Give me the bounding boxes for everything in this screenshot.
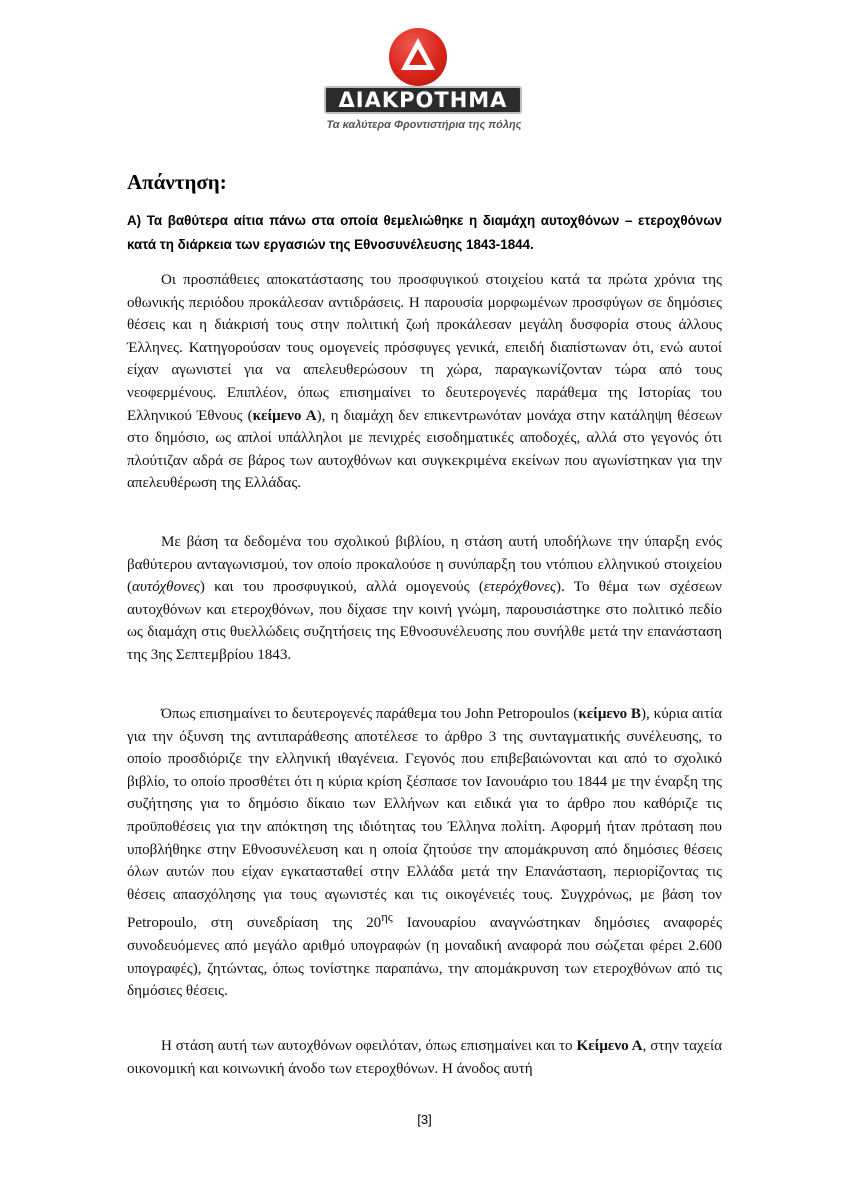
logo-wordmark: ΔΙΑΚΡΟΤΗΜΑ (324, 86, 522, 114)
text-run: ), η διαμάχη δεν επικεντρωνόταν μονάχα στην κατάληψη θέσεων στο δημόσιο, ως απλοί υπάλληλοι με πενιχρές εισοδηματικές αποδοχές, αλλά στο γεγονός ότι πλούτιζαν αδρά σε βάρος των αυτοχθόνων και συγκεκριμένα εκείνων που αγωνίστηκαν για την απελευθέρωση της Ελλάδας. (127, 407, 722, 492)
question-heading: Α) Τα βαθύτερα αίτια πάνω στα οποία θεμελιώθηκε η διαμάχη αυτοχθόνων – ετεροχθόνων κατά τη διάρκεια των εργασιών της Εθνοσυνέλευσης 1843-1844. (127, 213, 722, 252)
text-run: Η στάση αυτή των αυτοχθόνων οφειλόταν, όπως επισημαίνει και το (161, 1038, 577, 1054)
bold-ref: κείμενο Β (578, 706, 641, 722)
italic-term: ετερόχθονες (483, 579, 557, 596)
text-run: ). Το θέμα των σχέσεων αυτοχθόνων και ετεροχθόνων, που δίχασε την κοινή γνώμη, παρουσιάστηκε στο πολιτικό πεδίο ως διαμάχη στις θυελλώδεις συζητήσεις της Εθνοσυνέλευσης που συνήλθε μετά την επανάσταση της 3ης Σεπτεμβρίου 1843. (127, 579, 722, 663)
logo (322, 24, 526, 142)
italic-term: αυτόχθονες (132, 579, 200, 596)
paragraph-2 (127, 531, 722, 667)
delta-logo-icon (389, 28, 447, 86)
logo-tagline: Τα καλύτερα Φροντιστήρια της πόλης (326, 119, 522, 131)
bold-ref: κείμενο Α (252, 407, 317, 424)
paragraph-1 (127, 269, 722, 495)
text-run: ) και του προσφυγικού, αλλά ομογενούς ( (199, 579, 484, 596)
page-title: Απάντηση: (127, 170, 227, 194)
paragraph-4 (127, 1035, 722, 1080)
text-run: Με βάση τα δεδομένα του σχολικού βιβλίου, η στάση αυτή υποδήλωνε την ύπαρξη ενός βαθύτερου ανταγωνισμού, τον οποίο προκαλούσε η συνύπαρξη του ντόπιου ελληνικού στοιχείου ( (127, 534, 722, 596)
text-run: Όπως επισημαίνει το δευτερογενές παράθεμα του John Petropoulos ( (161, 706, 579, 722)
paragraph-3 (127, 703, 722, 1003)
ordinal-superscript: ης (381, 910, 393, 925)
text-run: Οι προσπάθειες αποκατάστασης του προσφυγικού στοιχείου κατά τα πρώτα χρόνια της οθωνικής περιόδου προκάλεσαν αντιδράσεις. Η παρουσία μορφωμένων προσφύγων σε δημόσιες θέσεις και η διάκρισή τους στην πολιτική ζωή προκάλεσαν μεγάλη δυσφορία στους άλλους Έλληνες. Κατηγορούσαν τους ομογενείς πρόσφυγες γενικά, επειδή διαπίστωναν ότι, ενώ αυτοί είχαν αγωνιστεί για να απελευθερώσουν τη χώρα, παραγκωνίζονταν τώρα από τους νεοφερμένους. Επιπλέον, όπως επισημαίνει το δευτερογενές παράθεμα της Ιστορίας του Ελληνικού Έθνους ( (127, 272, 722, 424)
text-run: ), κύρια αιτία για την όξυνση της αντιπαράθεσης αποτέλεσε το άρθρο 3 της συνταγματικής συνέλευσης, το οποίο προσδιόριζε την ελληνική ιθαγένεια. Γεγονός που επιβεβαιώνονται και από το σχολικό βιβλίο, το οποίο προσθέτει ότι η κύρια κρίση ξέσπασε τον Ιανουάριο του 1844 με την έναρξη της συζήτησης για το δημόσιο δίκαιο των Ελλήνων και ειδικά για το άρθρο που καθόριζε τις προϋποθέσεις για την απόκτηση της ιδιότητας του Έλληνα πολίτη. Αφορμή ήταν πρόταση που υποβλήθηκε στην Εθνοσυνέλευση και η οποία ζητούσε την απομάκρυνση από δημόσιες θέσεις όλων αυτών που είχαν εγκατασταθεί στην Ελλάδα μετά την Επανάσταση, περιορίζοντας τις θέσεις απασχόλησης για τους αγωνιστές και τις οικογένειές τους. Συγχρόνως, με βάση τον Petropoulo, στη συνεδρίαση της 20 (127, 706, 722, 932)
bold-ref: Κείμενο Α (576, 1038, 643, 1054)
page-number: [3] (417, 1112, 432, 1127)
text-run: Ιανουαρίου αναγνώστηκαν δημόσιες αναφορές συνοδευόμενες από μεγάλο αριθμό υπογραφών (η μοναδική αναφορά που σώζεται φέρει 2.600 υπογραφές), ζητώντας, όπως τονίστηκε παραπάνω, την απομάκρυνση των ετεροχθόνων από τις δημόσιες θέσεις. (127, 915, 723, 1000)
text-run: , στην ταχεία οικονομική και κοινωνική άνοδο των ετεροχθόνων. Η άνοδος αυτή (127, 1038, 722, 1077)
